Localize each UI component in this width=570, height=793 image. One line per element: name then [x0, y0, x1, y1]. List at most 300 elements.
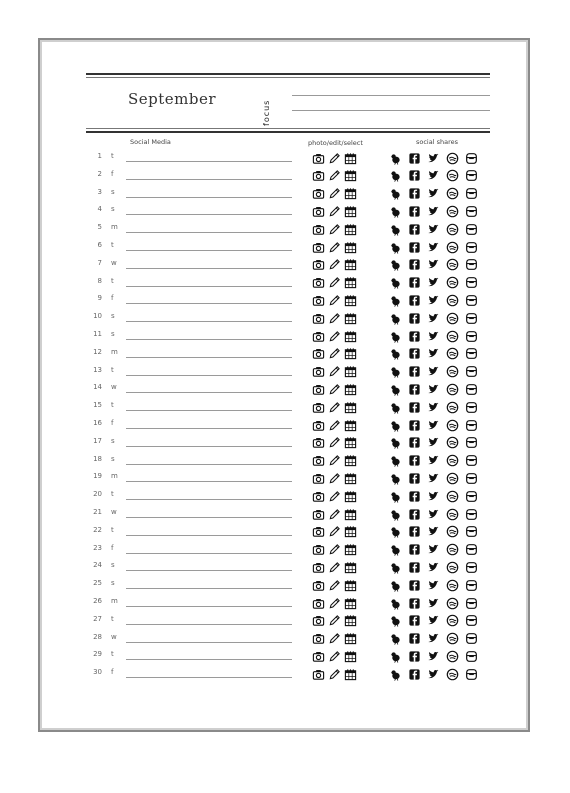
bird-icon[interactable]	[389, 579, 402, 592]
pinterest-icon[interactable]	[446, 579, 459, 592]
pencil-icon[interactable]	[328, 169, 341, 182]
twitter-icon[interactable]	[427, 650, 440, 663]
entry-line[interactable]	[126, 161, 292, 162]
day-number: 19	[93, 472, 102, 481]
pinterest-icon[interactable]	[446, 223, 459, 236]
entry-line[interactable]	[126, 535, 292, 536]
share-icons	[389, 632, 478, 646]
entry-line[interactable]	[126, 624, 292, 625]
entry-line[interactable]	[126, 677, 292, 678]
instagram-icon[interactable]	[465, 436, 478, 449]
pencil-icon[interactable]	[328, 561, 341, 574]
bird-icon[interactable]	[389, 365, 402, 378]
calendar-icon[interactable]	[344, 312, 357, 325]
instagram-icon[interactable]	[465, 419, 478, 432]
camera-icon[interactable]	[312, 241, 325, 254]
bird-icon[interactable]	[389, 205, 402, 218]
pencil-icon[interactable]	[328, 436, 341, 449]
entry-line[interactable]	[126, 464, 292, 465]
bird-icon[interactable]	[389, 508, 402, 521]
facebook-icon[interactable]	[408, 258, 421, 271]
facebook-icon[interactable]	[408, 650, 421, 663]
instagram-icon[interactable]	[465, 241, 478, 254]
pencil-icon[interactable]	[328, 597, 341, 610]
pinterest-icon[interactable]	[446, 365, 459, 378]
pencil-icon[interactable]	[328, 543, 341, 556]
camera-icon[interactable]	[312, 312, 325, 325]
twitter-icon[interactable]	[427, 258, 440, 271]
entry-line[interactable]	[126, 392, 292, 393]
pencil-icon[interactable]	[328, 187, 341, 200]
camera-icon[interactable]	[312, 436, 325, 449]
entry-line[interactable]	[126, 659, 292, 660]
entry-line[interactable]	[126, 286, 292, 287]
pinterest-icon[interactable]	[446, 383, 459, 396]
pencil-icon[interactable]	[328, 614, 341, 627]
bird-icon[interactable]	[389, 525, 402, 538]
bird-icon[interactable]	[389, 632, 402, 645]
twitter-icon[interactable]	[427, 668, 440, 681]
instagram-icon[interactable]	[465, 454, 478, 467]
camera-icon[interactable]	[312, 490, 325, 503]
facebook-icon[interactable]	[408, 597, 421, 610]
bird-icon[interactable]	[389, 258, 402, 271]
day-row	[88, 221, 488, 239]
camera-icon[interactable]	[312, 543, 325, 556]
calendar-icon[interactable]	[344, 543, 357, 556]
facebook-icon[interactable]	[408, 419, 421, 432]
facebook-icon[interactable]	[408, 632, 421, 645]
bird-icon[interactable]	[389, 187, 402, 200]
instagram-icon[interactable]	[465, 490, 478, 503]
pinterest-icon[interactable]	[446, 276, 459, 289]
bird-icon[interactable]	[389, 668, 402, 681]
day-number: 22	[93, 525, 102, 534]
camera-icon[interactable]	[312, 579, 325, 592]
pencil-icon[interactable]	[328, 419, 341, 432]
twitter-icon[interactable]	[427, 169, 440, 182]
calendar-icon[interactable]	[344, 614, 357, 627]
pinterest-icon[interactable]	[446, 436, 459, 449]
calendar-icon[interactable]	[344, 152, 357, 165]
entry-line[interactable]	[126, 410, 292, 411]
day-row	[88, 364, 488, 382]
instagram-icon[interactable]	[465, 312, 478, 325]
entry-line[interactable]	[126, 642, 292, 643]
weekday-letter: t	[111, 276, 114, 285]
instagram-icon[interactable]	[465, 258, 478, 271]
facebook-icon[interactable]	[408, 205, 421, 218]
camera-icon[interactable]	[312, 347, 325, 360]
entry-line[interactable]	[126, 499, 292, 500]
pencil-icon[interactable]	[328, 579, 341, 592]
twitter-icon[interactable]	[427, 454, 440, 467]
entry-line[interactable]	[126, 375, 292, 376]
calendar-icon[interactable]	[344, 561, 357, 574]
entry-line[interactable]	[126, 250, 292, 251]
facebook-icon[interactable]	[408, 312, 421, 325]
twitter-icon[interactable]	[427, 490, 440, 503]
pencil-icon[interactable]	[328, 276, 341, 289]
camera-icon[interactable]	[312, 330, 325, 343]
pencil-icon[interactable]	[328, 668, 341, 681]
facebook-icon[interactable]	[408, 508, 421, 521]
camera-icon[interactable]	[312, 365, 325, 378]
camera-icon[interactable]	[312, 383, 325, 396]
twitter-icon[interactable]	[427, 561, 440, 574]
pencil-icon[interactable]	[328, 330, 341, 343]
facebook-icon[interactable]	[408, 169, 421, 182]
camera-icon[interactable]	[312, 205, 325, 218]
facebook-icon[interactable]	[408, 383, 421, 396]
day-row	[88, 417, 488, 435]
instagram-icon[interactable]	[465, 579, 478, 592]
pencil-icon[interactable]	[328, 223, 341, 236]
facebook-icon[interactable]	[408, 579, 421, 592]
pinterest-icon[interactable]	[446, 561, 459, 574]
twitter-icon[interactable]	[427, 223, 440, 236]
twitter-icon[interactable]	[427, 276, 440, 289]
day-row	[88, 346, 488, 364]
pencil-icon[interactable]	[328, 347, 341, 360]
pinterest-icon[interactable]	[446, 258, 459, 271]
camera-icon[interactable]	[312, 454, 325, 467]
facebook-icon[interactable]	[408, 330, 421, 343]
bird-icon[interactable]	[389, 223, 402, 236]
photo-icons	[312, 471, 357, 485]
day-number: 17	[93, 436, 102, 445]
calendar-icon[interactable]	[344, 436, 357, 449]
photo-icons	[312, 614, 357, 628]
instagram-icon[interactable]	[465, 294, 478, 307]
day-number: 24	[93, 561, 102, 570]
pencil-icon[interactable]	[328, 312, 341, 325]
entry-line[interactable]	[126, 481, 292, 482]
entry-line[interactable]	[126, 517, 292, 518]
instagram-icon[interactable]	[465, 508, 478, 521]
calendar-icon[interactable]	[344, 632, 357, 645]
twitter-icon[interactable]	[427, 347, 440, 360]
facebook-icon[interactable]	[408, 152, 421, 165]
camera-icon[interactable]	[312, 614, 325, 627]
facebook-icon[interactable]	[408, 401, 421, 414]
pencil-icon[interactable]	[328, 632, 341, 645]
day-row	[88, 577, 488, 595]
entry-line[interactable]	[126, 179, 292, 180]
pencil-icon[interactable]	[328, 401, 341, 414]
entry-line[interactable]	[126, 197, 292, 198]
bird-icon[interactable]	[389, 436, 402, 449]
calendar-icon[interactable]	[344, 241, 357, 254]
twitter-icon[interactable]	[427, 152, 440, 165]
bird-icon[interactable]	[389, 383, 402, 396]
bird-icon[interactable]	[389, 294, 402, 307]
instagram-icon[interactable]	[465, 525, 478, 538]
entry-line[interactable]	[126, 606, 292, 607]
bird-icon[interactable]	[389, 543, 402, 556]
pinterest-icon[interactable]	[446, 525, 459, 538]
pinterest-icon[interactable]	[446, 312, 459, 325]
instagram-icon[interactable]	[465, 472, 478, 485]
pinterest-icon[interactable]	[446, 597, 459, 610]
entry-line[interactable]	[126, 570, 292, 571]
bird-icon[interactable]	[389, 454, 402, 467]
calendar-icon[interactable]	[344, 650, 357, 663]
entry-line[interactable]	[126, 588, 292, 589]
pencil-icon[interactable]	[328, 383, 341, 396]
instagram-icon[interactable]	[465, 614, 478, 627]
bird-icon[interactable]	[389, 614, 402, 627]
calendar-icon[interactable]	[344, 294, 357, 307]
calendar-icon[interactable]	[344, 508, 357, 521]
weekday-letter: w	[111, 258, 117, 267]
pencil-icon[interactable]	[328, 241, 341, 254]
facebook-icon[interactable]	[408, 436, 421, 449]
calendar-icon[interactable]	[344, 347, 357, 360]
facebook-icon[interactable]	[408, 490, 421, 503]
bird-icon[interactable]	[389, 472, 402, 485]
twitter-icon[interactable]	[427, 330, 440, 343]
calendar-icon[interactable]	[344, 330, 357, 343]
pinterest-icon[interactable]	[446, 241, 459, 254]
pinterest-icon[interactable]	[446, 169, 459, 182]
calendar-icon[interactable]	[344, 223, 357, 236]
pinterest-icon[interactable]	[446, 401, 459, 414]
calendar-icon[interactable]	[344, 579, 357, 592]
photo-icons	[312, 258, 357, 272]
calendar-icon[interactable]	[344, 276, 357, 289]
day-number: 6	[97, 241, 102, 249]
pencil-icon[interactable]	[328, 205, 341, 218]
header-bottom-rule	[86, 131, 490, 133]
bird-icon[interactable]	[389, 419, 402, 432]
day-row	[88, 239, 488, 257]
calendar-icon[interactable]	[344, 454, 357, 467]
instagram-icon[interactable]	[465, 330, 478, 343]
facebook-icon[interactable]	[408, 365, 421, 378]
entry-line[interactable]	[126, 339, 292, 340]
camera-icon[interactable]	[312, 668, 325, 681]
calendar-icon[interactable]	[344, 205, 357, 218]
twitter-icon[interactable]	[427, 597, 440, 610]
twitter-icon[interactable]	[427, 525, 440, 538]
facebook-icon[interactable]	[408, 543, 421, 556]
bird-icon[interactable]	[389, 347, 402, 360]
instagram-icon[interactable]	[465, 187, 478, 200]
day-number: 10	[93, 312, 102, 321]
camera-icon[interactable]	[312, 401, 325, 414]
twitter-icon[interactable]	[427, 241, 440, 254]
pinterest-icon[interactable]	[446, 419, 459, 432]
twitter-icon[interactable]	[427, 312, 440, 325]
twitter-icon[interactable]	[427, 383, 440, 396]
calendar-icon[interactable]	[344, 597, 357, 610]
instagram-icon[interactable]	[465, 383, 478, 396]
camera-icon[interactable]	[312, 294, 325, 307]
photo-icons	[312, 293, 357, 307]
camera-icon[interactable]	[312, 508, 325, 521]
pencil-icon[interactable]	[328, 454, 341, 467]
twitter-icon[interactable]	[427, 419, 440, 432]
calendar-icon[interactable]	[344, 525, 357, 538]
pinterest-icon[interactable]	[446, 454, 459, 467]
pinterest-icon[interactable]	[446, 650, 459, 663]
facebook-icon[interactable]	[408, 668, 421, 681]
bird-icon[interactable]	[389, 561, 402, 574]
facebook-icon[interactable]	[408, 294, 421, 307]
pencil-icon[interactable]	[328, 258, 341, 271]
bird-icon[interactable]	[389, 169, 402, 182]
pinterest-icon[interactable]	[446, 294, 459, 307]
instagram-icon[interactable]	[465, 223, 478, 236]
entry-line[interactable]	[126, 428, 292, 429]
pencil-icon[interactable]	[328, 152, 341, 165]
bird-icon[interactable]	[389, 597, 402, 610]
entry-line[interactable]	[126, 553, 292, 554]
camera-icon[interactable]	[312, 650, 325, 663]
facebook-icon[interactable]	[408, 614, 421, 627]
calendar-icon[interactable]	[344, 490, 357, 503]
camera-icon[interactable]	[312, 525, 325, 538]
day-number: 14	[93, 383, 102, 392]
pinterest-icon[interactable]	[446, 347, 459, 360]
facebook-icon[interactable]	[408, 561, 421, 574]
bird-icon[interactable]	[389, 152, 402, 165]
instagram-icon[interactable]	[465, 152, 478, 165]
calendar-icon[interactable]	[344, 383, 357, 396]
instagram-icon[interactable]	[465, 401, 478, 414]
instagram-icon[interactable]	[465, 205, 478, 218]
twitter-icon[interactable]	[427, 205, 440, 218]
instagram-icon[interactable]	[465, 347, 478, 360]
calendar-icon[interactable]	[344, 472, 357, 485]
entry-line[interactable]	[126, 357, 292, 358]
facebook-icon[interactable]	[408, 525, 421, 538]
camera-icon[interactable]	[312, 419, 325, 432]
entry-line[interactable]	[126, 214, 292, 215]
pinterest-icon[interactable]	[446, 632, 459, 645]
pinterest-icon[interactable]	[446, 508, 459, 521]
calendar-icon[interactable]	[344, 258, 357, 271]
share-icons	[389, 258, 478, 272]
facebook-icon[interactable]	[408, 223, 421, 236]
bird-icon[interactable]	[389, 241, 402, 254]
facebook-icon[interactable]	[408, 454, 421, 467]
pinterest-icon[interactable]	[446, 543, 459, 556]
instagram-icon[interactable]	[465, 365, 478, 378]
calendar-icon[interactable]	[344, 419, 357, 432]
pencil-icon[interactable]	[328, 650, 341, 663]
camera-icon[interactable]	[312, 561, 325, 574]
twitter-icon[interactable]	[427, 632, 440, 645]
instagram-icon[interactable]	[465, 276, 478, 289]
camera-icon[interactable]	[312, 187, 325, 200]
pinterest-icon[interactable]	[446, 472, 459, 485]
instagram-icon[interactable]	[465, 543, 478, 556]
bird-icon[interactable]	[389, 276, 402, 289]
twitter-icon[interactable]	[427, 365, 440, 378]
calendar-icon[interactable]	[344, 401, 357, 414]
instagram-icon[interactable]	[465, 561, 478, 574]
facebook-icon[interactable]	[408, 472, 421, 485]
pencil-icon[interactable]	[328, 490, 341, 503]
instagram-icon[interactable]	[465, 650, 478, 663]
twitter-icon[interactable]	[427, 579, 440, 592]
focus-line-2[interactable]	[292, 110, 490, 111]
instagram-icon[interactable]	[465, 169, 478, 182]
twitter-icon[interactable]	[427, 472, 440, 485]
share-icons	[389, 169, 478, 183]
entry-line[interactable]	[126, 446, 292, 447]
facebook-icon[interactable]	[408, 276, 421, 289]
twitter-icon[interactable]	[427, 508, 440, 521]
twitter-icon[interactable]	[427, 401, 440, 414]
calendar-icon[interactable]	[344, 187, 357, 200]
pinterest-icon[interactable]	[446, 668, 459, 681]
facebook-icon[interactable]	[408, 347, 421, 360]
twitter-icon[interactable]	[427, 543, 440, 556]
bird-icon[interactable]	[389, 330, 402, 343]
pencil-icon[interactable]	[328, 472, 341, 485]
twitter-icon[interactable]	[427, 187, 440, 200]
facebook-icon[interactable]	[408, 187, 421, 200]
share-icons	[389, 222, 478, 236]
weekday-letter: t	[111, 152, 114, 160]
twitter-icon[interactable]	[427, 436, 440, 449]
entry-line[interactable]	[126, 232, 292, 233]
calendar-icon[interactable]	[344, 169, 357, 182]
entry-line[interactable]	[126, 268, 292, 269]
camera-icon[interactable]	[312, 152, 325, 165]
pencil-icon[interactable]	[328, 365, 341, 378]
bird-icon[interactable]	[389, 312, 402, 325]
bird-icon[interactable]	[389, 490, 402, 503]
bird-icon[interactable]	[389, 650, 402, 663]
pencil-icon[interactable]	[328, 508, 341, 521]
photo-icons	[312, 329, 357, 343]
camera-icon[interactable]	[312, 472, 325, 485]
pinterest-icon[interactable]	[446, 330, 459, 343]
calendar-icon[interactable]	[344, 365, 357, 378]
pinterest-icon[interactable]	[446, 614, 459, 627]
twitter-icon[interactable]	[427, 614, 440, 627]
camera-icon[interactable]	[312, 597, 325, 610]
camera-icon[interactable]	[312, 276, 325, 289]
calendar-icon[interactable]	[344, 668, 357, 681]
pinterest-icon[interactable]	[446, 205, 459, 218]
pinterest-icon[interactable]	[446, 490, 459, 503]
pinterest-icon[interactable]	[446, 187, 459, 200]
entry-line[interactable]	[126, 321, 292, 322]
instagram-icon[interactable]	[465, 597, 478, 610]
weekday-letter: f	[111, 419, 114, 427]
camera-icon[interactable]	[312, 632, 325, 645]
focus-line-1[interactable]	[292, 95, 490, 96]
entry-line[interactable]	[126, 303, 292, 304]
day-number: 13	[93, 365, 102, 374]
bird-icon[interactable]	[389, 401, 402, 414]
facebook-icon[interactable]	[408, 241, 421, 254]
instagram-icon[interactable]	[465, 668, 478, 681]
pinterest-icon[interactable]	[446, 152, 459, 165]
pencil-icon[interactable]	[328, 525, 341, 538]
camera-icon[interactable]	[312, 258, 325, 271]
pencil-icon[interactable]	[328, 294, 341, 307]
twitter-icon[interactable]	[427, 294, 440, 307]
instagram-icon[interactable]	[465, 632, 478, 645]
camera-icon[interactable]	[312, 169, 325, 182]
camera-icon[interactable]	[312, 223, 325, 236]
